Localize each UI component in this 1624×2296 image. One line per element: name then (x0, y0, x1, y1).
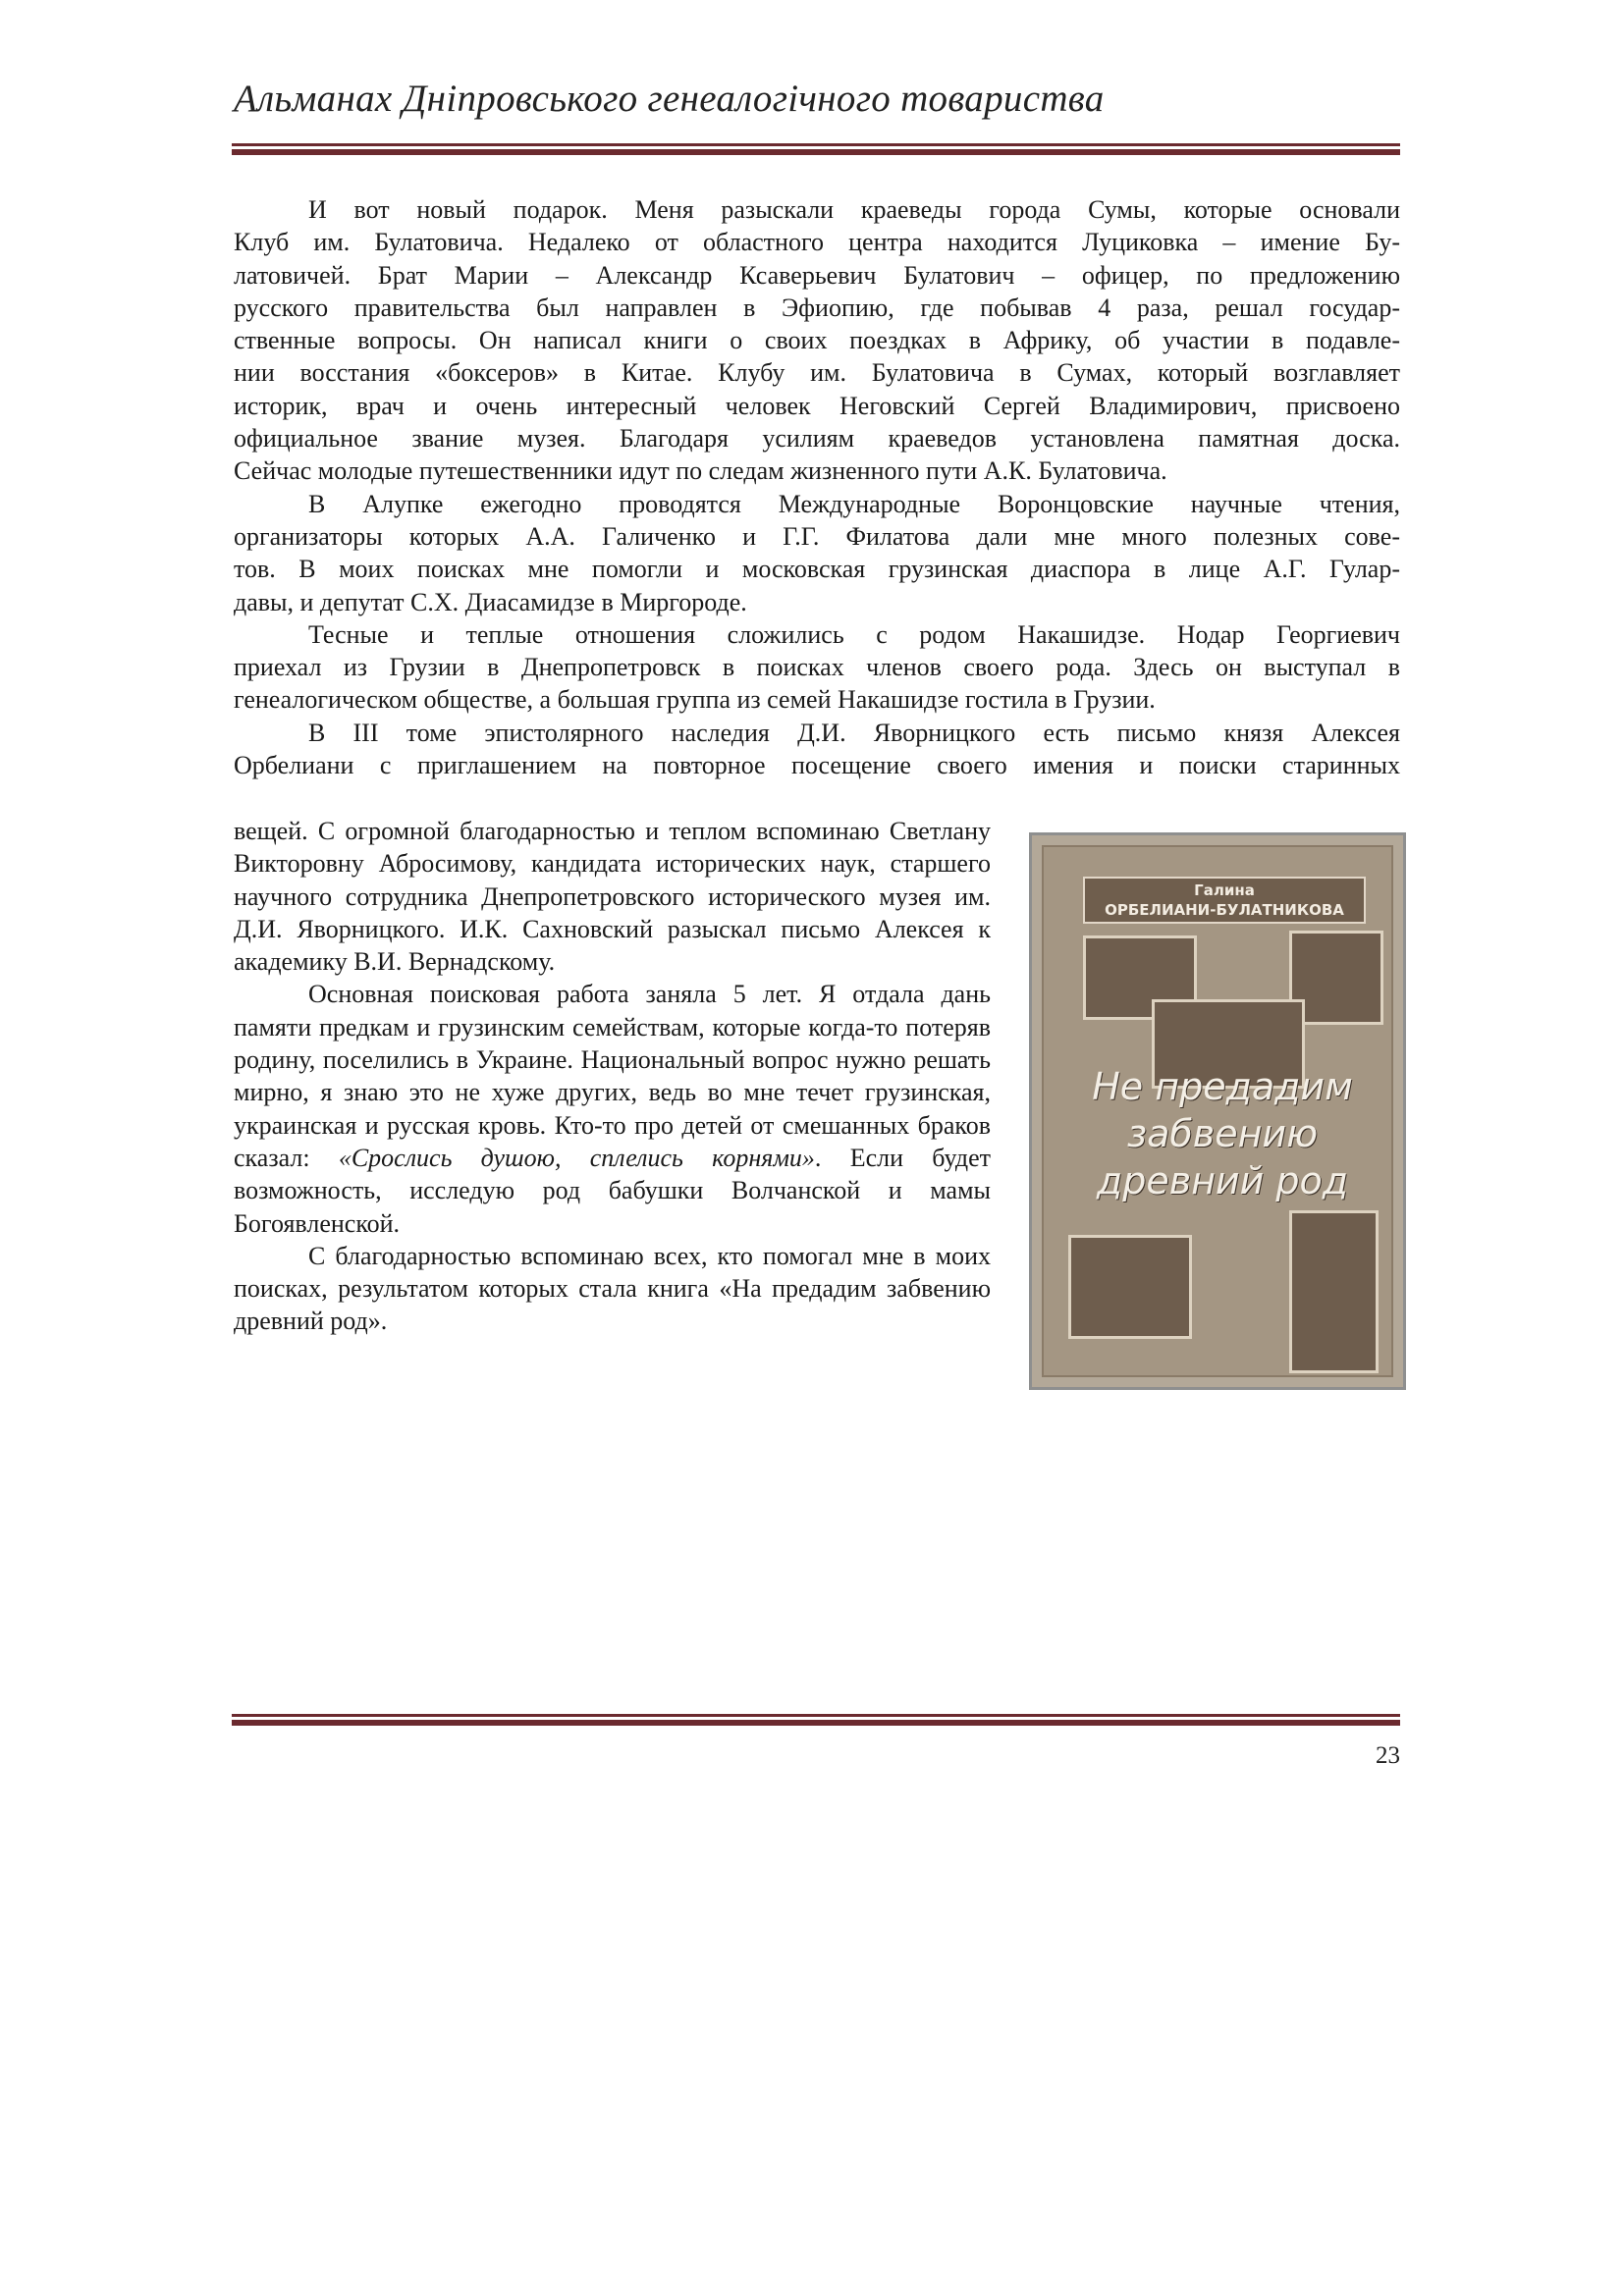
quotation: «Срослись душою, сплелись корнями» (338, 1143, 815, 1172)
text-line: ственные вопросы. Он написал книги о своих поездках в Африку, об участии в подавле- (234, 326, 1400, 355)
page-number: 23 (1376, 1742, 1400, 1769)
text-line: русского правительства был направлен в Эфиопию, где побывав 4 раза, решал государ- (234, 293, 1400, 322)
text-line: официальное звание музея. Благодаря усилиям краеведов установлена памятная доска. (234, 424, 1400, 454)
cover-photo-couple (1068, 1235, 1192, 1339)
text-line: генеалогическом обществе, а большая группа из семей Накашидзе гостила в Грузии. (234, 685, 1156, 715)
paragraph-5-end: . Если будет возможность, исследую род бабушки Волчанской и мамы Богоявленской. (234, 1143, 992, 1238)
text-line: В III томе эпистолярного наследия Д.И. Яворницкого есть письмо князя Алексея (308, 718, 1400, 747)
text-line: давы, и депутат С.Х. Диасамидзе в Миргороде. (234, 587, 747, 616)
text-line: тов. В моих поисках мне помогли и московская грузинская диаспора в лице А.Г. Гулар- (234, 555, 1400, 584)
text-line: Тесные и теплые отношения сложились с родом Накашидзе. Нодар Георгиевич (308, 619, 1400, 649)
text-line: историк, врач и очень интересный человек Неговский Сергей Владимирович, присвоено (234, 391, 1400, 420)
text-line: Орбелиани с приглашением на повторное посещение своего имения и поиски старинных (234, 751, 1400, 780)
paragraph-5 (234, 978, 991, 1239)
text-line: И вот новый подарок. Меня разыскали краеведы города Сумы, которые основали (308, 195, 1400, 224)
text-line: нии восстания «боксеров» в Китае. Клубу им. Булатовича в Сумах, который возглавляет (234, 358, 1400, 388)
paragraph-4-continued: вещей. С огромной благодарностью и теплом вспоминаю Светлану Викторовну Абросимову, кандидата исторических наук, старшего научного сотрудника Днепропетровского исторического музея им. Д.И. Яворницкого. И.К. Сахновский разыскал письмо Алексея к академику В.И. Вернадскому. (234, 817, 991, 977)
header-rule (232, 143, 1400, 155)
cover-photo-woman (1289, 1210, 1379, 1373)
cover-author: Галина ОРБЕЛИАНИ-БУЛАТНИКОВА (1083, 877, 1366, 924)
text-line: приехал из Грузии в Днепропетровск в поисках членов своего рода. Здесь он выступал в (234, 653, 1400, 682)
text-line: организаторы которых А.А. Галиченко и Г.Г. Филатова дали мне много полезных сове- (234, 521, 1400, 551)
paragraph-5-text: Основная поисковая работа заняла 5 лет. Я отдала дань памяти предкам и грузинским семействам, которые когда-то потеряв родину, поселились в Украине. Национальный вопрос нужно решать мирно, я знаю это не хуже других, ведь во мне течет грузинская, украинская и русская кровь. Кто-то про детей от смешанных браков сказал: (234, 980, 991, 1172)
footer-rule (232, 1714, 1400, 1726)
paragraph-6: С благодарностью вспоминаю всех, кто помогал мне в моих поисках, результатом которых стала книга «На предадим забвению древний род». (234, 1241, 991, 1336)
paragraph-2 (234, 488, 1400, 618)
paragraph-1 (234, 193, 1400, 488)
text-line: латовичей. Брат Марии – Александр Ксаверьевич Булатович – офицер, по предложению (234, 260, 1400, 290)
header-title: Альманах Дніпровського генеалогічного товариства (234, 78, 1105, 120)
text-line: Сейчас молодые путешественники идут по следам жизненного пути А.К. Булатовича. (234, 456, 1167, 486)
book-cover (1042, 845, 1393, 1377)
paragraph-4-start (234, 717, 1400, 782)
main-text-wrapped (234, 815, 991, 1338)
cover-title: Не предадим забвению древний род (1092, 1065, 1353, 1202)
text-line: Клуб им. Булатовича. Недалеко от областного центра находится Луциковка – имение Бу- (234, 228, 1400, 257)
main-text-full-width (234, 193, 1400, 781)
book-cover-image (1029, 832, 1406, 1390)
paragraph-3 (234, 618, 1400, 717)
text-line: В Алупке ежегодно проводятся Международные Воронцовские научные чтения, (308, 489, 1400, 518)
